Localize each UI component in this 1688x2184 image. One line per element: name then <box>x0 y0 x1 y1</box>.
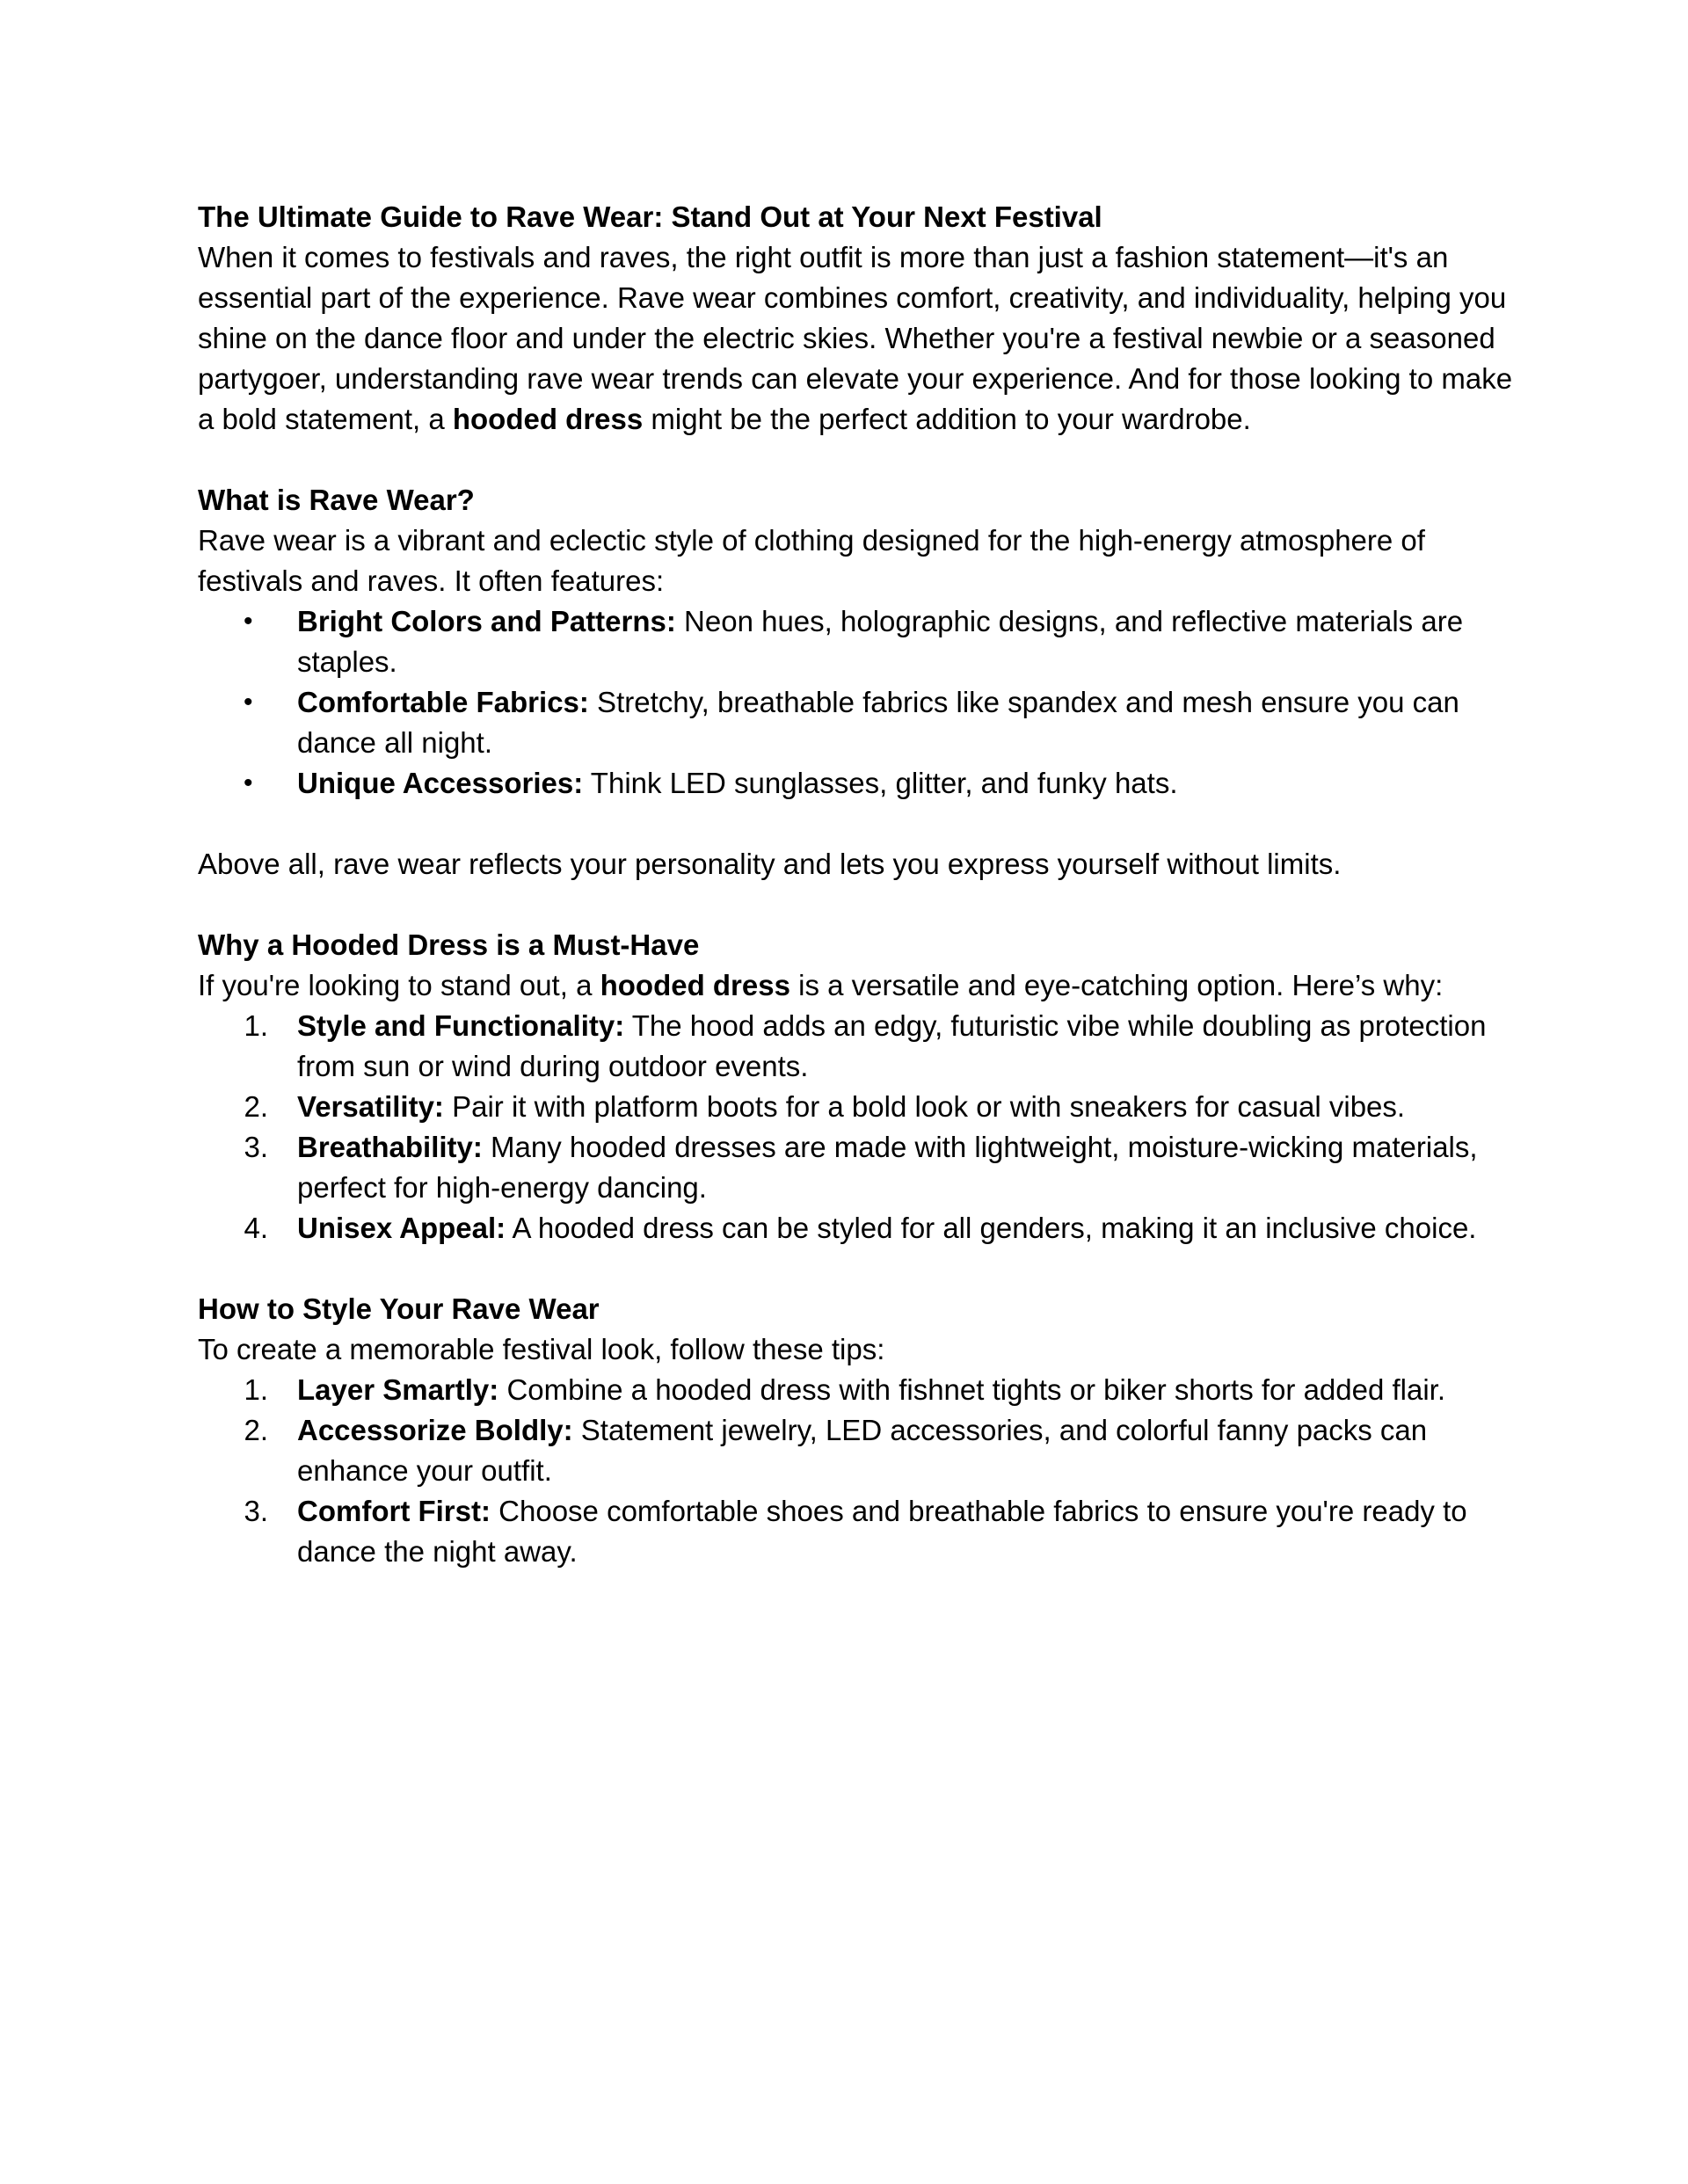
list-item-text: The hood adds an edgy, futuristic vibe while doubling as protection from sun or wind during outdoor events. <box>297 1009 1487 1082</box>
list-number: 2. <box>244 1090 268 1123</box>
list-item <box>198 682 1517 763</box>
spacer <box>198 1249 1517 1289</box>
list-item <box>198 1491 1517 1572</box>
section2-heading: Why a Hooded Dress is a Must-Have <box>198 928 700 961</box>
list-item-label: Comfortable Fabrics: <box>297 686 589 718</box>
list-item-label: Breathability: <box>297 1131 483 1163</box>
list-item-label: Versatility: <box>297 1090 444 1123</box>
section3-numbered-list <box>198 1370 1517 1572</box>
intro-bold-term: hooded dress <box>452 403 644 435</box>
spacer <box>198 440 1517 480</box>
section2-lead-end: is a versatile and eye-catching option. Here’s why: <box>789 969 1444 1001</box>
list-item <box>198 601 1517 682</box>
list-item <box>198 1006 1517 1087</box>
intro-text-end: might be the perfect addition to your wardrobe. <box>643 403 1251 435</box>
list-number: 4. <box>244 1212 268 1244</box>
list-item-text: Pair it with platform boots for a bold look or with sneakers for casual vibes. <box>443 1090 1406 1123</box>
list-item <box>198 763 1517 804</box>
section1-closing: Above all, rave wear reflects your personality and lets you express yourself without limits. <box>198 848 1342 880</box>
list-item-label: Comfort First: <box>297 1495 491 1527</box>
intro-paragraph <box>198 237 1517 440</box>
intro-text-start: When it comes to festivals and raves, the right outfit is more than just a fashion statement—it's an essential part of the experience. Rave wear combines comfort, creativity, and individuality, helping you shine on the dance floor and under the electric skies. Whether you're a festival newbie or a seasoned partygoer, understanding rave wear trends can elevate your experience. And for those looking to make a bold statement, a <box>198 241 1513 435</box>
list-item-label: Bright Colors and Patterns: <box>297 605 676 637</box>
list-number: 3. <box>244 1131 268 1163</box>
list-item <box>198 1087 1517 1127</box>
list-item-label: Accessorize Boldly: <box>297 1414 573 1446</box>
list-item-text: Stretchy, breathable fabrics like spandex and mesh ensure you can dance all night. <box>297 686 1459 759</box>
list-item-text: Neon hues, holographic designs, and reflective materials are staples. <box>297 605 1464 678</box>
list-item-label: Layer Smartly: <box>297 1373 499 1406</box>
section2-lead <box>198 965 1517 1006</box>
spacer <box>198 885 1517 925</box>
list-item-text: Many hooded dresses are made with lightweight, moisture-wicking materials, perfect for high-energy dancing. <box>297 1131 1478 1204</box>
bullet-icon: • <box>244 688 253 717</box>
section2-bold-term: hooded dress <box>600 969 790 1001</box>
document-title: The Ultimate Guide to Rave Wear: Stand Out at Your Next Festival <box>198 200 1102 233</box>
list-item-text: Think LED sunglasses, glitter, and funky hats. <box>583 767 1178 799</box>
list-item-text: Choose comfortable shoes and breathable fabrics to ensure you're ready to dance the night away. <box>297 1495 1467 1568</box>
section1-heading: What is Rave Wear? <box>198 484 475 516</box>
list-item-label: Unisex Appeal: <box>297 1212 506 1244</box>
list-item-text: A hooded dress can be styled for all genders, making it an inclusive choice. <box>506 1212 1477 1244</box>
list-item-text: Statement jewelry, LED accessories, and colorful fanny packs can enhance your outfit. <box>297 1414 1428 1487</box>
list-item <box>198 1208 1517 1249</box>
bullet-icon: • <box>244 768 253 797</box>
list-item-label: Style and Functionality: <box>297 1009 625 1042</box>
list-item-text: Combine a hooded dress with fishnet tights or biker shorts for added flair. <box>498 1373 1446 1406</box>
list-item <box>198 1127 1517 1208</box>
list-item-label: Unique Accessories: <box>297 767 584 799</box>
spacer <box>198 804 1517 844</box>
list-number: 1. <box>244 1009 268 1042</box>
list-number: 1. <box>244 1373 268 1406</box>
section3-lead: To create a memorable festival look, follow these tips: <box>198 1333 885 1365</box>
list-item <box>198 1410 1517 1491</box>
section1-lead: Rave wear is a vibrant and eclectic style of clothing designed for the high-energy atmosphere of festivals and raves. It often features: <box>198 524 1425 597</box>
list-number: 3. <box>244 1495 268 1527</box>
section3-heading: How to Style Your Rave Wear <box>198 1292 600 1325</box>
bullet-icon: • <box>244 607 253 636</box>
section1-bullet-list <box>198 601 1517 804</box>
section2-lead-start: If you're looking to stand out, a <box>198 969 600 1001</box>
list-item <box>198 1370 1517 1410</box>
section2-numbered-list <box>198 1006 1517 1249</box>
list-number: 2. <box>244 1414 268 1446</box>
document-page <box>198 197 1517 1572</box>
